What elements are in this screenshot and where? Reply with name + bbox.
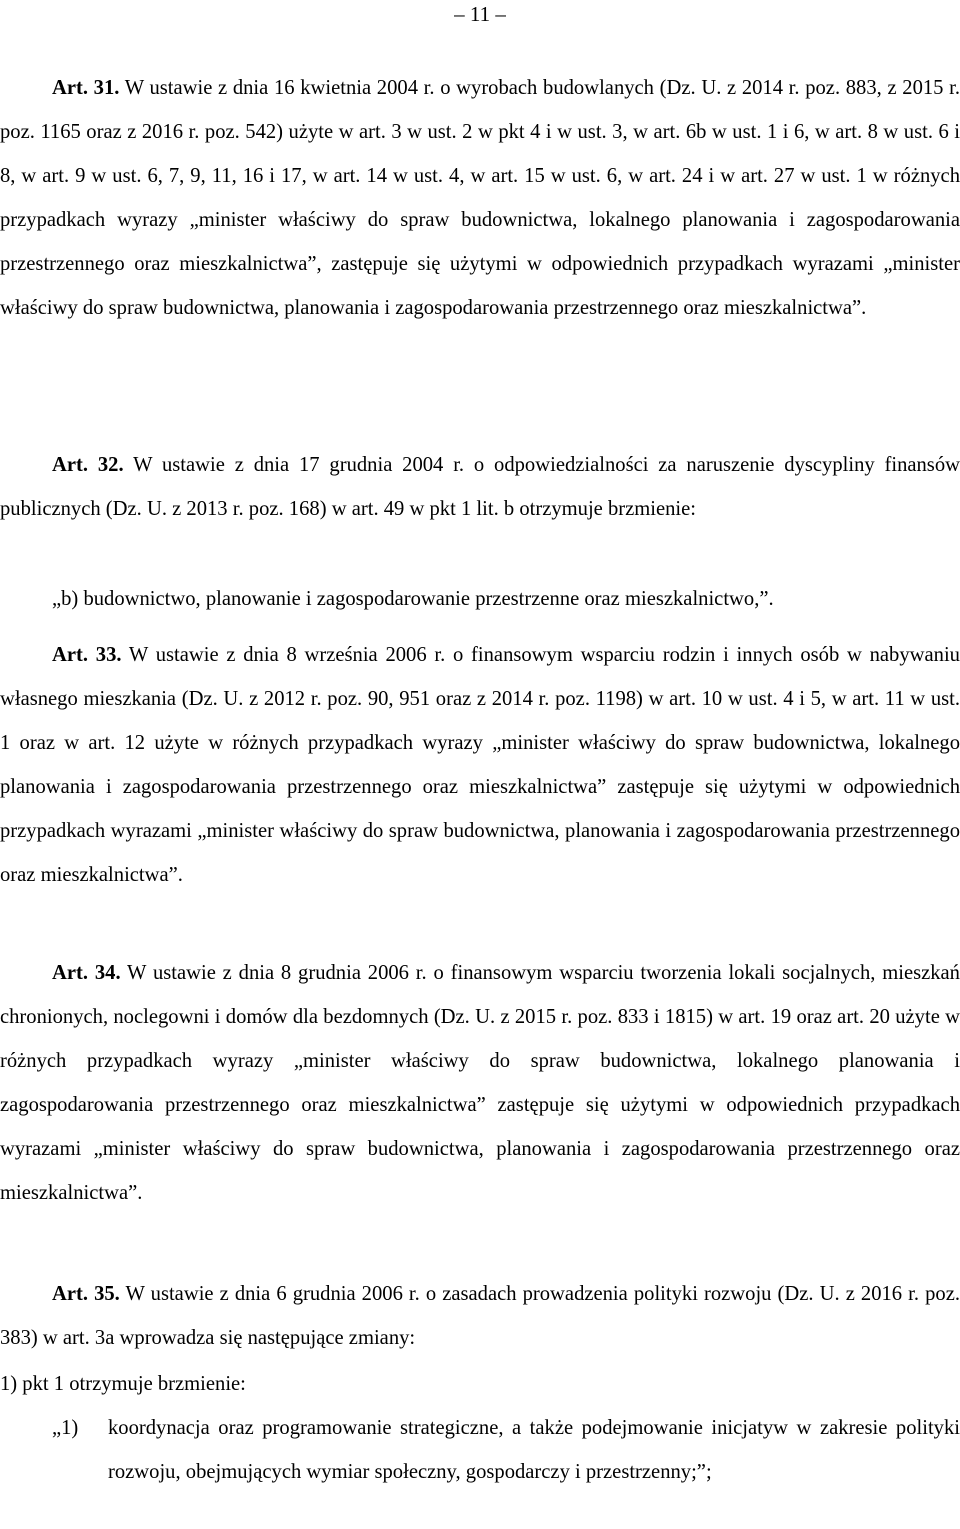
article-34 <box>0 951 960 1215</box>
article-label: Art. 34. <box>52 962 121 984</box>
article-text: W ustawie z dnia 6 grudnia 2006 r. o zasadach prowadzenia polityki rozwoju (Dz. U. z 2016 r. poz. 383) w art. 3a wprowadza się następujące zmiany: <box>0 1283 960 1349</box>
quoted-item-1 <box>52 1406 960 1494</box>
article-text: W ustawie z dnia 8 września 2006 r. o finansowym wsparciu rodzin i innych osób w nabywaniu własnego mieszkania (Dz. U. z 2012 r. poz. 90, 951 oraz z 2014 r. poz. 1198) w art. 10 w ust. 4 i 5, w art. 11 w ust. 1 oraz w art. 12 użyte w różnych przypadkach wyrazy „minister właściwy do spraw budownictwa, lokalnego planowania i zagospodarowania przestrzennego oraz mieszkalnictwa” zastępuje się użytymi w odpowiednich przypadkach wyrazami „minister właściwy do spraw budownictwa, planowania i zagospodarowania przestrzennego oraz mieszkalnictwa”. <box>0 644 960 886</box>
list-item-1: 1) pkt 1 otrzymuje brzmienie: <box>0 1373 246 1395</box>
article-35 <box>0 1272 960 1360</box>
page-number: – 11 – <box>454 2 506 26</box>
quoted-amendment: „b) budownictwo, planowanie i zagospodarowanie przestrzenne oraz mieszkalnictwo,”. <box>52 588 774 610</box>
article-32 <box>0 443 960 531</box>
article-label: Art. 35. <box>52 1283 120 1305</box>
article-label: Art. 33. <box>52 644 122 666</box>
article-label: Art. 32. <box>52 454 124 476</box>
article-text: W ustawie z dnia 17 grudnia 2004 r. o odpowiedzialności za naruszenie dyscypliny finansów publicznych (Dz. U. z 2013 r. poz. 168) w art. 49 w pkt 1 lit. b otrzymuje brzmienie: <box>0 454 960 520</box>
quoted-item-marker: „1) <box>52 1417 79 1439</box>
article-label: Art. 31. <box>52 77 120 99</box>
article-text: W ustawie z dnia 8 grudnia 2006 r. o finansowym wsparciu tworzenia lokali socjalnych, mieszkań chronionych, noclegowni i domów dla bezdomnych (Dz. U. z 2015 r. poz. 833 i 1815) w art. 19 oraz art. 20 użyte w różnych przypadkach wyrazy „minister właściwy do spraw budownictwa, lokalnego planowania i zagospodarowania przestrzennego oraz mieszkalnictwa” zastępuje się użytymi w odpowiednich przypadkach wyrazami „minister właściwy do spraw budownictwa, planowania i zagospodarowania przestrzennego oraz mieszkalnictwa”. <box>0 962 960 1204</box>
quoted-item-text: koordynacja oraz programowanie strategiczne, a także podejmowanie inicjatyw w zakresie polityki rozwoju, obejmujących wymiar społeczny, gospodarczy i przestrzenny;”; <box>108 1417 960 1483</box>
article-33 <box>0 633 960 897</box>
article-31 <box>0 66 960 330</box>
article-text: W ustawie z dnia 16 kwietnia 2004 r. o wyrobach budowlanych (Dz. U. z 2014 r. poz. 883, z 2015 r. poz. 1165 oraz z 2016 r. poz. 542) użyte w art. 3 w ust. 2 w pkt 4 i w ust. 3, w art. 6b w ust. 1 i 6, w art. 8 w ust. 6 i 8, w art. 9 w ust. 6, 7, 9, 11, 16 i 17, w art. 14 w ust. 4, w art. 15 w ust. 6, w art. 24 i w art. 27 w ust. 1 w różnych przypadkach wyrazy „minister właściwy do spraw budownictwa, lokalnego planowania i zagospodarowania przestrzennego oraz mieszkalnictwa”, zastępuje się użytymi w odpowiednich przypadkach wyrazami „minister właściwy do spraw budownictwa, planowania i zagospodarowania przestrzennego oraz mieszkalnictwa”. <box>0 77 960 319</box>
